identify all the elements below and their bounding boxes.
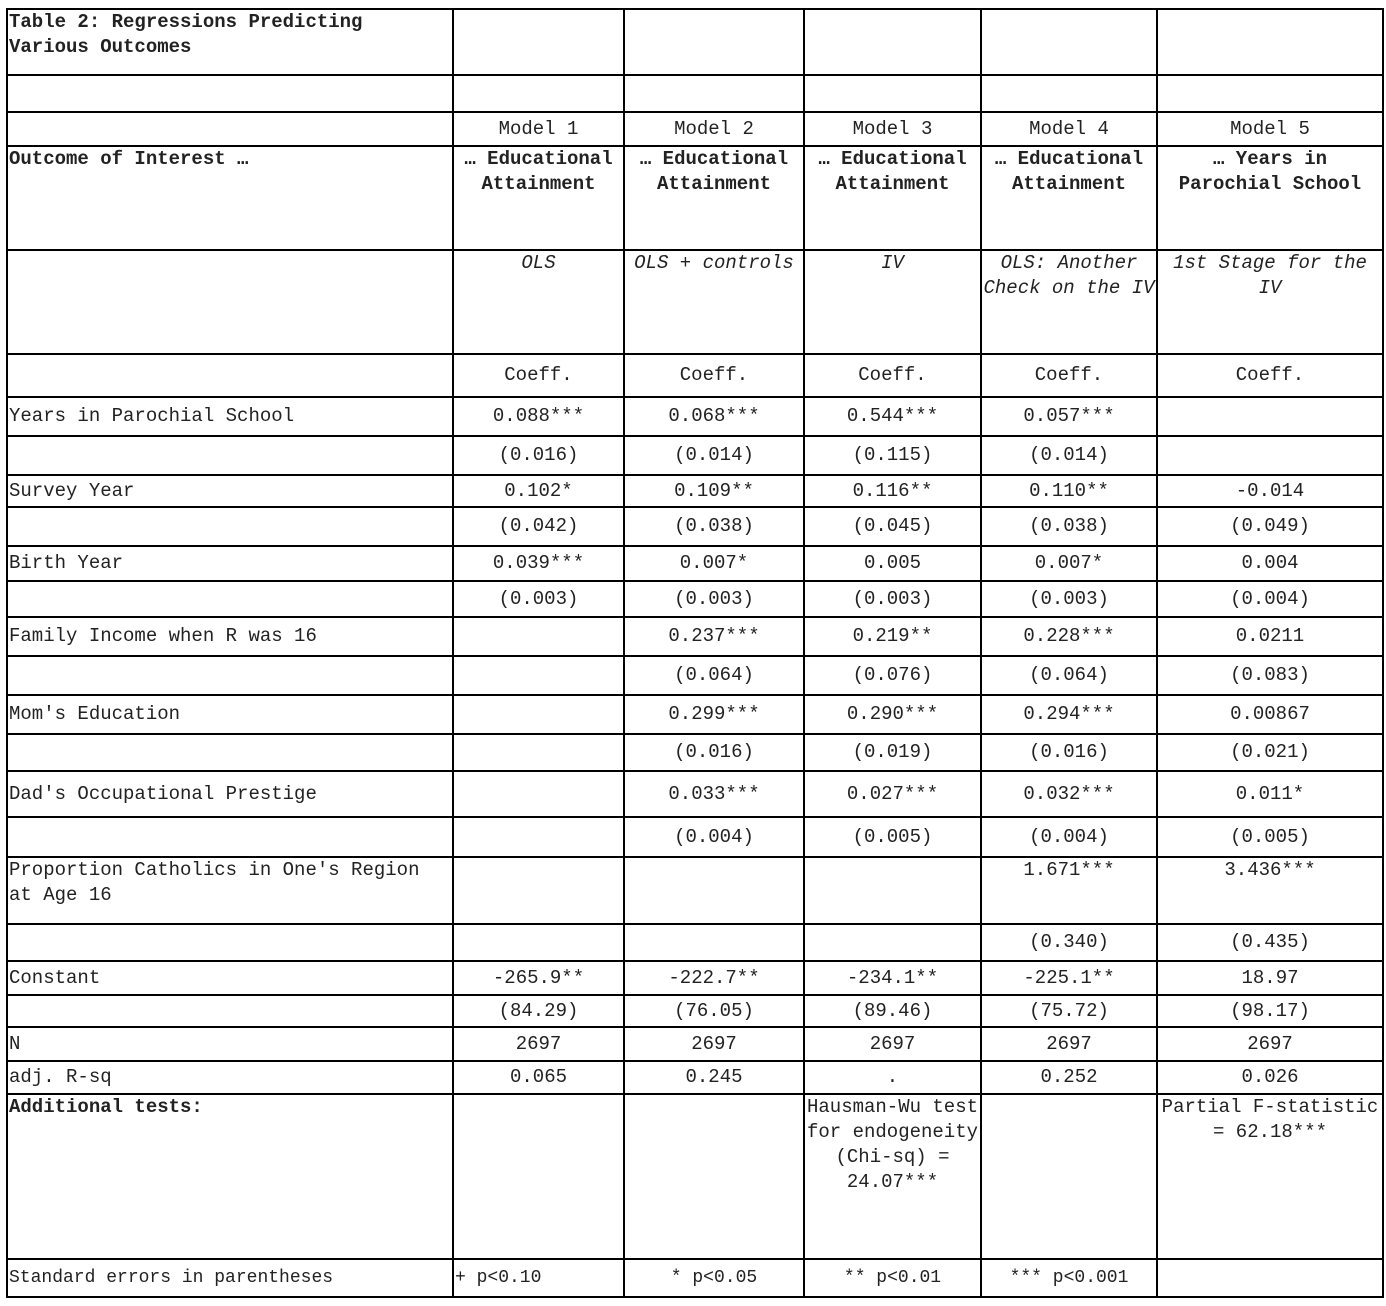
se-value: (0.003) — [804, 581, 981, 617]
footer-row — [7, 1259, 1383, 1297]
method-cell: OLS: Another Check on the IV — [981, 250, 1157, 354]
test-cell: Partial F-statistic = 62.18*** — [1157, 1094, 1383, 1259]
se-value: (0.005) — [804, 817, 981, 857]
r2-value: 0.245 — [624, 1061, 804, 1094]
coef-header: Coeff. — [624, 354, 804, 397]
r2-value: 0.252 — [981, 1061, 1157, 1094]
spacer-row — [7, 75, 1383, 112]
coef-value: 0.110** — [981, 475, 1157, 507]
se-value — [453, 734, 624, 771]
se-row — [7, 734, 1383, 771]
model-header: Model 3 — [804, 112, 981, 146]
model-header-row — [7, 112, 1383, 146]
coef-row — [7, 546, 1383, 581]
r2-value: 0.065 — [453, 1061, 624, 1094]
test-cell — [981, 1094, 1157, 1259]
se-value — [453, 656, 624, 695]
se-value: (0.021) — [1157, 734, 1383, 771]
method-cell: 1st Stage for the IV — [1157, 250, 1383, 354]
r2-value: . — [804, 1061, 981, 1094]
outcome-cell: … Educational Attainment — [804, 146, 981, 250]
se-value: (0.076) — [804, 656, 981, 695]
outcome-cell: … Educational Attainment — [453, 146, 624, 250]
significance-note: ** p<0.01 — [804, 1259, 981, 1297]
model-header: Model 4 — [981, 112, 1157, 146]
r2-row — [7, 1061, 1383, 1094]
coef-header: Coeff. — [804, 354, 981, 397]
model-header: Model 1 — [453, 112, 624, 146]
coef-value: 0.032*** — [981, 771, 1157, 817]
row-label: Proportion Catholics in One's Region at Age 16 — [7, 857, 453, 924]
model-header: Model 2 — [624, 112, 804, 146]
n-value: 2697 — [804, 1027, 981, 1061]
se-value: (98.17) — [1157, 995, 1383, 1027]
se-value: (0.004) — [981, 817, 1157, 857]
coef-row — [7, 397, 1383, 436]
coef-value: -265.9** — [453, 961, 624, 995]
coef-value: 0.00867 — [1157, 695, 1383, 734]
se-value: (0.038) — [624, 507, 804, 546]
n-value: 2697 — [453, 1027, 624, 1061]
coef-value: -0.014 — [1157, 475, 1383, 507]
outcome-cell: … Years in Parochial School — [1157, 146, 1383, 250]
coef-value: 0.290*** — [804, 695, 981, 734]
coef-value: 0.116** — [804, 475, 981, 507]
method-row — [7, 250, 1383, 354]
coef-value: -222.7** — [624, 961, 804, 995]
coef-header: Coeff. — [453, 354, 624, 397]
row-label: Mom's Education — [7, 695, 453, 734]
outcome-row — [7, 146, 1383, 250]
n-row — [7, 1027, 1383, 1061]
coef-value: 0.033*** — [624, 771, 804, 817]
method-cell: IV — [804, 250, 981, 354]
coef-value: 0.109** — [624, 475, 804, 507]
coef-row — [7, 695, 1383, 734]
table-title: Table 2: Regressions Predicting Various Outcomes — [7, 9, 453, 75]
se-value: (89.46) — [804, 995, 981, 1027]
se-value: (0.014) — [624, 436, 804, 475]
coef-value: 0.294*** — [981, 695, 1157, 734]
se-value — [453, 817, 624, 857]
significance-note: *** p<0.001 — [981, 1259, 1157, 1297]
se-value: (0.019) — [804, 734, 981, 771]
se-value: (84.29) — [453, 995, 624, 1027]
se-value: (0.004) — [624, 817, 804, 857]
se-row — [7, 507, 1383, 546]
coef-row — [7, 771, 1383, 817]
coef-header: Coeff. — [981, 354, 1157, 397]
se-row — [7, 995, 1383, 1027]
model-header: Model 5 — [1157, 112, 1383, 146]
coef-value: 0.007* — [624, 546, 804, 581]
se-value: (0.115) — [804, 436, 981, 475]
se-value: (0.003) — [453, 581, 624, 617]
coef-value — [624, 857, 804, 924]
coef-value: 0.039*** — [453, 546, 624, 581]
row-label: Survey Year — [7, 475, 453, 507]
coef-value: 3.436*** — [1157, 857, 1383, 924]
se-value: (0.016) — [981, 734, 1157, 771]
coef-value: 0.228*** — [981, 617, 1157, 656]
row-label: Family Income when R was 16 — [7, 617, 453, 656]
row-label: Constant — [7, 961, 453, 995]
coef-value: 0.011* — [1157, 771, 1383, 817]
regression-table — [6, 8, 1384, 1298]
r2-value: 0.026 — [1157, 1061, 1383, 1094]
coef-row — [7, 961, 1383, 995]
se-value: (0.014) — [981, 436, 1157, 475]
se-value: (0.049) — [1157, 507, 1383, 546]
se-row — [7, 817, 1383, 857]
footnote: Standard errors in parentheses — [7, 1259, 453, 1297]
coef-value: 0.237*** — [624, 617, 804, 656]
coef-value: 0.102* — [453, 475, 624, 507]
row-label: N — [7, 1027, 453, 1061]
se-value: (0.038) — [981, 507, 1157, 546]
n-value: 2697 — [1157, 1027, 1383, 1061]
se-value: (75.72) — [981, 995, 1157, 1027]
se-value — [804, 924, 981, 961]
se-value: (0.340) — [981, 924, 1157, 961]
coef-value: 0.088*** — [453, 397, 624, 436]
coef-value: 0.005 — [804, 546, 981, 581]
outcome-label: Outcome of Interest … — [7, 146, 453, 250]
outcome-cell: … Educational Attainment — [624, 146, 804, 250]
coef-value: -234.1** — [804, 961, 981, 995]
coef-header: Coeff. — [1157, 354, 1383, 397]
outcome-cell: … Educational Attainment — [981, 146, 1157, 250]
row-label: Years in Parochial School — [7, 397, 453, 436]
test-cell — [453, 1094, 624, 1259]
se-row — [7, 656, 1383, 695]
n-value: 2697 — [624, 1027, 804, 1061]
coef-header-row — [7, 354, 1383, 397]
coef-value: 0.057*** — [981, 397, 1157, 436]
row-label: Dad's Occupational Prestige — [7, 771, 453, 817]
coef-value: 0.299*** — [624, 695, 804, 734]
coef-value — [453, 857, 624, 924]
se-value: (0.045) — [804, 507, 981, 546]
se-value: (0.004) — [1157, 581, 1383, 617]
row-label: adj. R-sq — [7, 1061, 453, 1094]
se-value: (0.003) — [624, 581, 804, 617]
coef-value — [453, 771, 624, 817]
se-value: (0.064) — [981, 656, 1157, 695]
significance-note — [1157, 1259, 1383, 1297]
se-value: (0.064) — [624, 656, 804, 695]
se-row — [7, 581, 1383, 617]
n-value: 2697 — [981, 1027, 1157, 1061]
coef-value: 0.0211 — [1157, 617, 1383, 656]
coef-value: -225.1** — [981, 961, 1157, 995]
coef-value — [453, 695, 624, 734]
coef-value: 0.027*** — [804, 771, 981, 817]
additional-tests-row — [7, 1094, 1383, 1259]
se-value: (0.005) — [1157, 817, 1383, 857]
row-label: Birth Year — [7, 546, 453, 581]
method-cell: OLS + controls — [624, 250, 804, 354]
coef-value: 0.004 — [1157, 546, 1383, 581]
significance-note: * p<0.05 — [624, 1259, 804, 1297]
test-cell — [624, 1094, 804, 1259]
coef-value — [453, 617, 624, 656]
title-row — [7, 9, 1383, 75]
se-value — [1157, 436, 1383, 475]
coef-value: 1.671*** — [981, 857, 1157, 924]
row-label: Additional tests: — [7, 1094, 453, 1259]
se-value: (0.042) — [453, 507, 624, 546]
coef-value: 0.544*** — [804, 397, 981, 436]
se-value: (0.083) — [1157, 656, 1383, 695]
coef-value: 0.007* — [981, 546, 1157, 581]
se-row — [7, 924, 1383, 961]
significance-note: + p<0.10 — [453, 1259, 624, 1297]
coef-row — [7, 475, 1383, 507]
se-value: (0.016) — [624, 734, 804, 771]
coef-value: 0.068*** — [624, 397, 804, 436]
se-value — [453, 924, 624, 961]
se-value: (0.003) — [981, 581, 1157, 617]
se-value: (0.016) — [453, 436, 624, 475]
se-value: (76.05) — [624, 995, 804, 1027]
coef-value — [804, 857, 981, 924]
coef-row — [7, 857, 1383, 924]
se-value — [624, 924, 804, 961]
coef-value: 18.97 — [1157, 961, 1383, 995]
coef-row — [7, 617, 1383, 656]
coefficient-rows — [7, 397, 1383, 1027]
method-cell: OLS — [453, 250, 624, 354]
se-row — [7, 436, 1383, 475]
coef-value — [1157, 397, 1383, 436]
coef-value: 0.219** — [804, 617, 981, 656]
test-cell: Hausman-Wu test for endogeneity (Chi-sq) = 24.07*** — [804, 1094, 981, 1259]
se-value: (0.435) — [1157, 924, 1383, 961]
